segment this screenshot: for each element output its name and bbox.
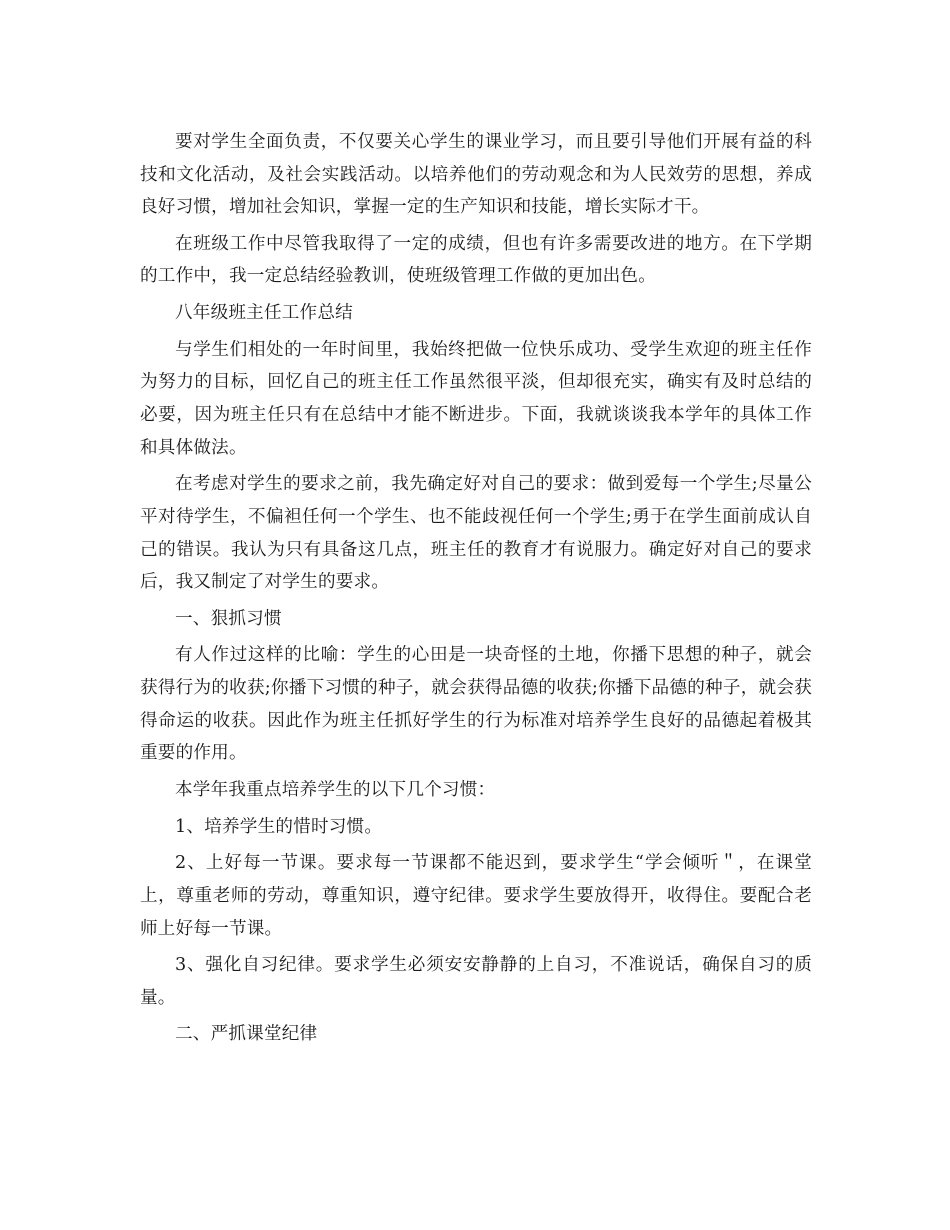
paragraph-6: 本学年我重点培养学生的以下几个习惯： [175, 779, 496, 800]
paragraph-3: 与学生们相处的一年时间里，我始终把做一位快乐成功、受学生欢迎的班主任作为努力的目标，回忆自己的班主任工作虽然很平淡，但却很充实，确实有及时总结的必要，因为班主任只有在总结中才能不断进步。下面，我就谈谈我本学年的具体工作和具体做法。 [140, 339, 812, 458]
list-item-3: 3、强化自习纪律。要求学生必须安安静静的上自习，不准说话，确保自习的质 量。 [140, 955, 812, 1008]
section-title: 八年级班主任工作总结 [175, 303, 353, 324]
paragraph-1: 要对学生全面负责，不仅要关心学生的课业学习，而且要引导他们开展有益的科技和文化活动，及社会实践活动。以培养他们的劳动观念和为人民效劳的思想，养成良好习惯，增加社会知识，掌握一定的生产知识和技能，增长实际才干。 [140, 132, 812, 218]
list-item-2: 2、上好每一节课。要求每一节课都不能迟到，要求学生“学会倾听＂，在课堂上，尊重老师的劳动，尊重知识，遵守纪律。要求学生要放得开，收得住。要配合老师上好每一节课。 [140, 853, 812, 939]
paragraph-2: 在班级工作中尽管我取得了一定的成绩，但也有许多需要改进的地方。在下学期的工作中，我一定总结经验教训，使班级管理工作做的更加出色。 [140, 233, 812, 287]
paragraph-4: 在考虑对学生的要求之前，我先确定好对自己的要求：做到爱每一个学生;尽量公平对待学生，不偏袒任何一个学生、也不能歧视任何一个学生;勇于在学生面前成认自己的错误。我认为只有具备这几点，班主任的教育才有说服力。确定好对自己的要求后，我又制定了对学生的要求。 [140, 474, 812, 593]
heading-1: 一、狠抓习惯 [175, 608, 282, 629]
document-body [140, 126, 812, 1055]
heading-2: 二、严抓课堂纪律 [175, 1024, 318, 1045]
list-item-1: 1、培养学生的惜时习惯。 [175, 816, 383, 837]
paragraph-5: 有人作过这样的比喻：学生的心田是一块奇怪的土地，你播下思想的种子，就会获得行为的收获;你播下习惯的种子，就会获得品德的收获;你播下品德的种子，就会获得命运的收获。因此作为班主任抓好学生的行为标准对培养学生良好的品德起着极其重要的作用。 [140, 645, 812, 764]
